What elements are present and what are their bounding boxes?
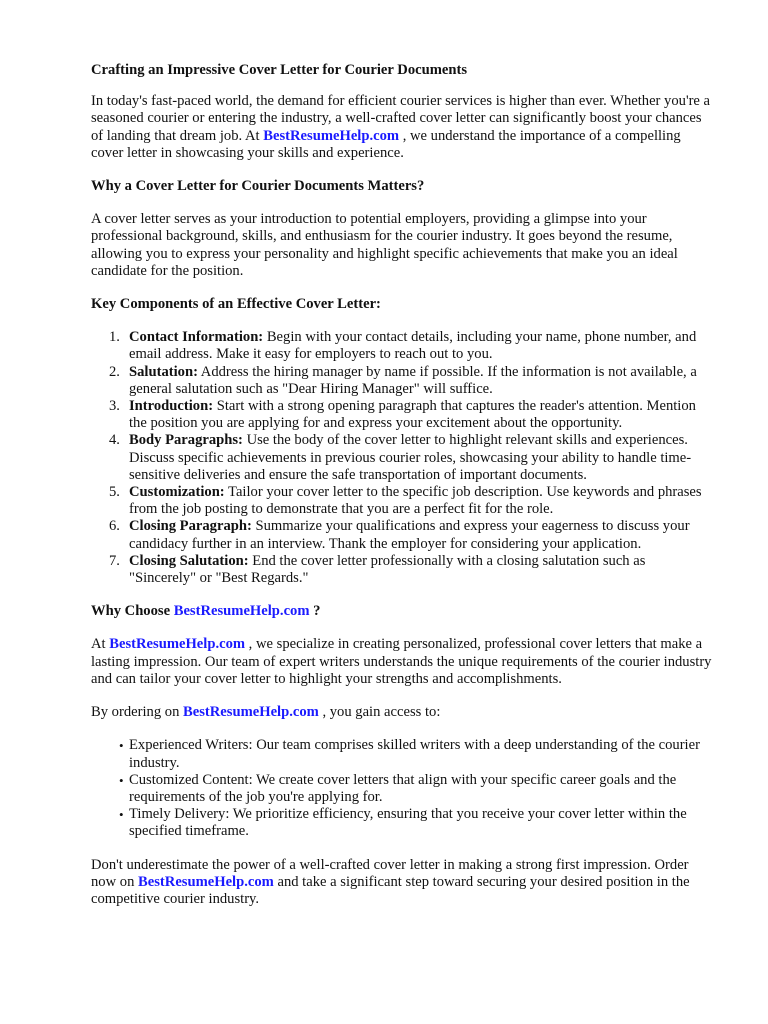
benefits-list xyxy=(91,737,712,840)
item-label: Introduction: xyxy=(129,398,214,415)
item-text: Use the body of the cover letter to highlight relevant skills and experiences. Discuss specific achievements in previous courier roles, showcasing your ability to handle time-sensitive deliveries and ensure the safe transportation of important documents. xyxy=(129,432,692,483)
item-text: Start with a strong opening paragraph that captures the reader's attention. Mention the position you are applying for and express your excitement about the opportunity. xyxy=(129,398,696,432)
choose-p1-site-link[interactable]: BestResumeHelp.com xyxy=(109,636,246,653)
list-item xyxy=(119,737,712,771)
item-number: 5. xyxy=(109,484,120,501)
closing-site-link[interactable]: BestResumeHelp.com xyxy=(138,873,274,890)
ordering-paragraph xyxy=(91,704,712,721)
intro-text-after: , we understand the importance of a compelling cover letter in showcasing your skills and experience. xyxy=(91,127,681,161)
benefit-text: Customized Content: We create cover letters that align with your specific career goals and the requirements of the job you're applying for. xyxy=(129,771,677,805)
item-label: Closing Paragraph: xyxy=(129,518,252,535)
item-text: Begin with your contact details, including your name, phone number, and email address. Make it easy for employers to reach out to you. xyxy=(129,329,697,363)
list-item xyxy=(109,363,712,398)
closing-paragraph xyxy=(91,857,712,909)
list-item xyxy=(119,806,712,840)
ordering-before: By ordering on xyxy=(91,704,184,721)
choose-heading-after: ? xyxy=(309,603,321,620)
item-number: 7. xyxy=(109,552,120,569)
item-label: Customization: xyxy=(129,484,225,501)
choose-p1-after: , we specialize in creating personalized, professional cover letters that make a lasting impression. Our team of expert writers understands the unique requirements of the courier industry and can tailor your cover letter to highlight your strengths and accomplishments. xyxy=(91,636,712,687)
choose-p1-before: At xyxy=(91,636,110,653)
document-title: Crafting an Impressive Cover Letter for Courier Documents xyxy=(91,62,467,78)
choose-heading-before: Why Choose xyxy=(91,603,174,620)
list-item xyxy=(109,432,712,484)
why-paragraph: A cover letter serves as your introduction to potential employers, providing a glimpse into your professional background, skills, and enthusiasm for the courier industry. It goes beyond the resume, allowing you to express your personality and highlight specific achievements that make you an ideal candidate for the position. xyxy=(91,211,678,279)
item-label: Body Paragraphs: xyxy=(129,432,243,449)
item-text: End the cover letter professionally with a closing salutation such as "Sincerely" or "Best Regards." xyxy=(129,552,646,587)
choose-heading-site-link[interactable]: BestResumeHelp.com xyxy=(173,603,310,620)
item-label: Contact Information: xyxy=(129,329,264,346)
list-item xyxy=(109,398,712,432)
ordering-site-link[interactable]: BestResumeHelp.com xyxy=(183,704,319,721)
benefit-text: Experienced Writers: Our team comprises skilled writers with a deep understanding of the courier industry. xyxy=(129,737,700,771)
list-item xyxy=(119,771,712,806)
choose-heading xyxy=(91,603,712,620)
item-text: Address the hiring manager by name if possible. If the information is not available, a general salutation such as "Dear Hiring Manager" will suffice. xyxy=(129,363,697,397)
item-label: Salutation: xyxy=(129,363,198,380)
closing-after: and take a significant step toward securing your desired position in the competitive courier industry. xyxy=(91,873,690,907)
list-item xyxy=(109,484,712,518)
item-number: 6. xyxy=(109,518,120,535)
components-list xyxy=(91,329,712,587)
item-label: Closing Salutation: xyxy=(129,552,249,569)
item-number: 1. xyxy=(109,329,120,346)
item-text: Summarize your qualifications and express your eagerness to discuss your candidacy further in an interview. Thank the employer for considering your application. xyxy=(129,518,690,552)
why-heading: Why a Cover Letter for Courier Documents Matters? xyxy=(91,178,425,195)
item-number: 3. xyxy=(109,398,120,415)
list-item xyxy=(109,552,712,587)
list-item xyxy=(109,329,712,363)
choose-paragraph xyxy=(91,636,712,688)
item-number: 2. xyxy=(109,363,120,380)
benefit-text: Timely Delivery: We prioritize efficiency, ensuring that you receive your cover letter within the specified timeframe. xyxy=(129,806,687,840)
item-number: 4. xyxy=(109,432,120,449)
item-text: Tailor your cover letter to the specific job description. Use keywords and phrases from the job posting to demonstrate that you are a perfect fit for the role. xyxy=(129,484,702,518)
intro-text-before: In today's fast-paced world, the demand for efficient courier services is higher than ever. Whether you're a seasoned courier or entering the industry, a well-crafted cover letter can significantly boost your chances of landing that dream job. At xyxy=(91,93,711,144)
list-item xyxy=(109,518,712,552)
bullet-icon: • xyxy=(119,738,124,754)
bullet-icon: • xyxy=(119,807,124,823)
intro-site-link[interactable]: BestResumeHelp.com xyxy=(263,127,400,144)
components-heading: Key Components of an Effective Cover Letter: xyxy=(91,296,381,313)
closing-before: Don't underestimate the power of a well-crafted cover letter in making a strong first impression. Order now on xyxy=(91,856,689,890)
ordering-after: , you gain access to: xyxy=(318,704,441,721)
bullet-icon: • xyxy=(119,772,124,788)
intro-paragraph xyxy=(91,93,712,162)
